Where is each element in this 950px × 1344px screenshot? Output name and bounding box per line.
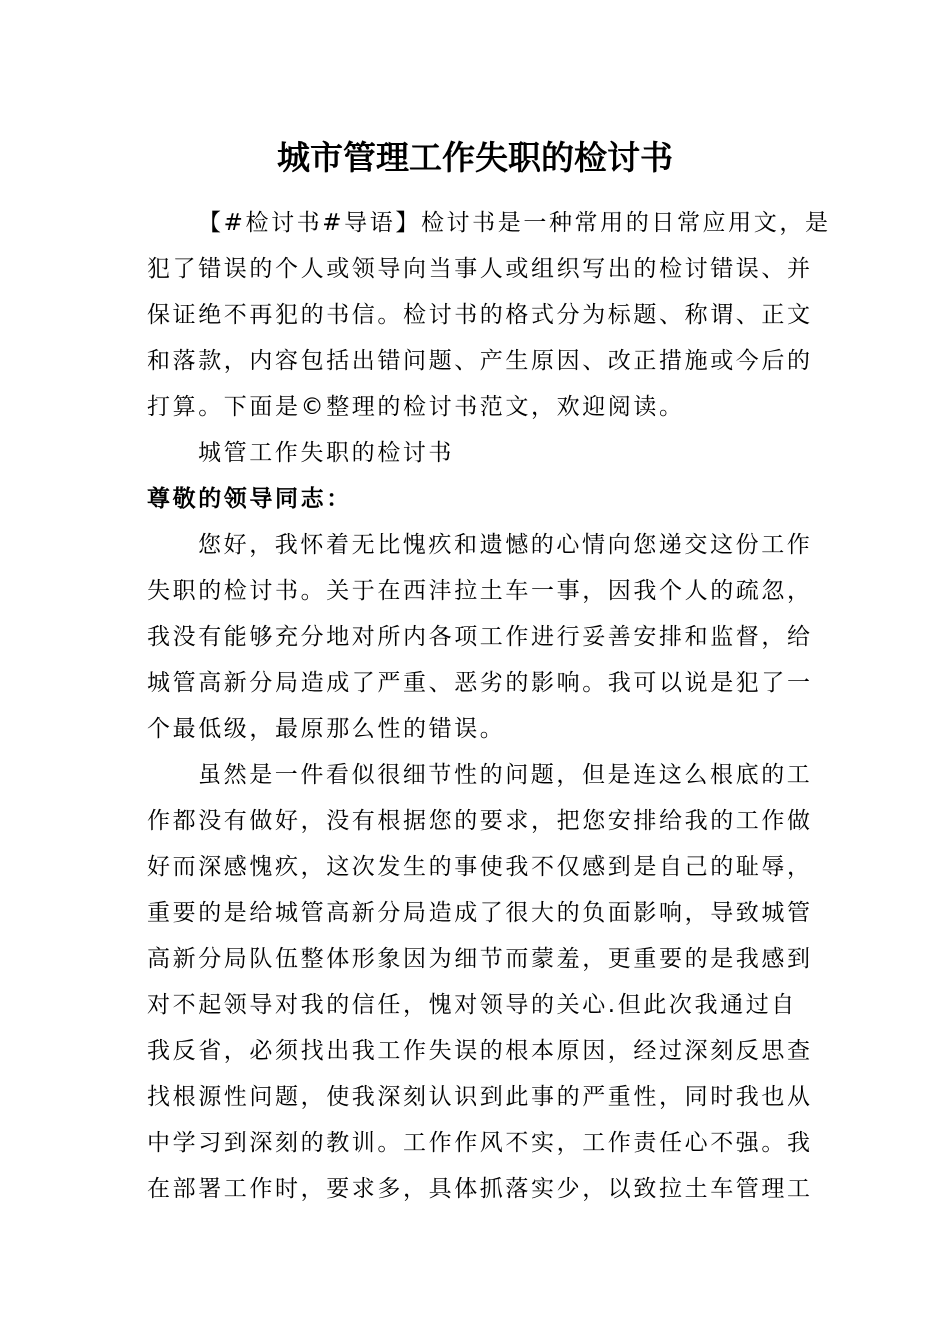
document-title: 城市管理工作失职的检讨书 — [277, 138, 673, 177]
text-line: 在部署工作时，要求多，具体抓落实少，以致拉土车管理工 — [147, 1176, 813, 1202]
text-line: 城管高新分局造成了严重、恶劣的影响。我可以说是犯了一 — [147, 670, 813, 696]
text-line: 作都没有做好，没有根据您的要求，把您安排给我的工作做 — [147, 808, 813, 834]
document-body — [147, 200, 831, 1212]
text-line: 中学习到深刻的教训。工作作风不实，工作责任心不强。我 — [147, 1130, 813, 1156]
salutation — [147, 476, 809, 522]
text-line: 我没有能够充分地对所内各项工作进行妥善安排和监督，给 — [147, 624, 813, 650]
text-line: 高新分局队伍整体形象因为细节而蒙羞，更重要的是我感到 — [147, 946, 813, 972]
text-line: 我反省，必须找出我工作失误的根本原因，经过深刻反思查 — [147, 1038, 813, 1064]
text-line: 好而深感愧疚，这次发生的事使我不仅感到是自己的耻辱， — [147, 854, 813, 880]
intro-paragraph — [147, 200, 831, 430]
text-line: 虽然是一件看似很细节性的问题，但是连这么根底的工 — [198, 762, 813, 788]
text-line: 和落款，内容包括出错问题、产生原因、改正措施或今后的 — [147, 348, 813, 374]
text-line: 对不起领导对我的信任，愧对领导的关心.但此次我通过自 — [147, 992, 797, 1018]
text-line: 保证绝不再犯的书信。检讨书的格式分为标题、称谓、正文 — [147, 302, 813, 328]
text-line: 犯了错误的个人或领导向当事人或组织写出的检讨错误、并 — [147, 256, 813, 282]
subtitle-text: 城管工作失职的检讨书 — [198, 440, 454, 466]
text-line: 重要的是给城管高新分局造成了很大的负面影响，导致城管 — [147, 900, 813, 926]
text-line: 打算。下面是©整理的检讨书范文，欢迎阅读。 — [147, 394, 685, 420]
salutation-text: 尊敬的领导同志： — [147, 486, 352, 512]
text-line: 找根源性问题，使我深刻认识到此事的严重性，同时我也从 — [147, 1084, 813, 1110]
body-paragraph-1 — [147, 522, 813, 752]
text-line: 个最低级，最原那么性的错误。 — [147, 716, 506, 742]
text-line: 【#检讨书#导语】检讨书是一种常用的日常应用文，是 — [198, 210, 831, 236]
text-line: 您好，我怀着无比愧疚和遗憾的心情向您递交这份工作 — [198, 532, 813, 558]
body-paragraph-2 — [147, 752, 813, 1212]
text-line: 失职的检讨书。关于在西沣拉土车一事，因我个人的疏忽， — [147, 578, 813, 604]
letter-subtitle — [147, 430, 809, 476]
